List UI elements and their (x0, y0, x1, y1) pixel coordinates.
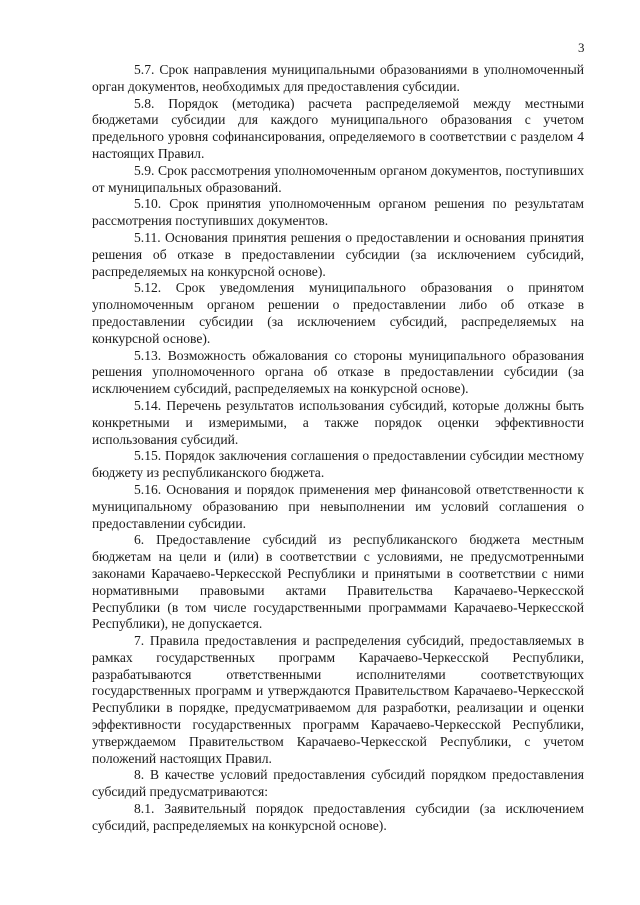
paragraph-7: 7. Правила предоставления и распределения субсидий, предоставляемых в рамках государственных программ Карачаево-Черкесской Республики, разрабатываются ответственными исполнителями соответствующих государственных программ и утверждаются Правительством Карачаево-Черкесской Республики в порядке, предусматриваемом для разработки, реализации и оценки эффективности государственных программ Карачаево-Черкесской Республики, утверждаемом Правительством Карачаево-Черкесской Республики, с учетом положений настоящих Правил. (92, 633, 584, 766)
paragraph-5-9: 5.9. Срок рассмотрения уполномоченным органом документов, поступивших от муниципальных образований. (92, 162, 584, 195)
paragraph-5-11: 5.11. Основания принятия решения о предоставлении и основания принятия решения об отказе в предоставлении субсидии (за исключением субсидий, распределяемых на конкурсной основе). (92, 229, 584, 279)
paragraph-5-7: 5.7. Срок направления муниципальными образованиями в уполномоченный орган документов, необходимых для предоставления субсидии. (92, 62, 584, 94)
paragraph-5-16: 5.16. Основания и порядок применения мер финансовой ответственности к муниципальному образованию при невыполнении им условий соглашения о предоставлении субсидии. (92, 481, 584, 531)
paragraph-5-10: 5.10. Срок принятия уполномоченным органом решения по результатам рассмотрения поступивших документов. (92, 196, 584, 229)
document-body (92, 62, 584, 835)
paragraph-6: 6. Предоставление субсидий из республиканского бюджета местным бюджетам на цели и (или) в соответствии с условиями, не предусмотренными законами Карачаево-Черкесской Республики и принятыми в соответствии с ними нормативными правовыми актами Правительства Карачаево-Черкесской Республики (в том числе государственными программами Карачаево-Черкесской Республики), не допускается. (92, 532, 584, 632)
paragraph-5-15: 5.15. Порядок заключения соглашения о предоставлении субсидии местному бюджету из республиканского бюджета. (92, 448, 584, 481)
paragraph-5-14: 5.14. Перечень результатов использования субсидий, которые должны быть конкретными и измеримыми, а также порядок оценки эффективности использования субсидий. (92, 397, 584, 447)
paragraph-8: 8. В качестве условий предоставления субсидий порядком предоставления субсидий предусматриваются: (92, 767, 584, 800)
paragraph-5-8: 5.8. Порядок (методика) расчета распределяемой между местными бюджетами субсидии для каждого муниципального образования с учетом предельного уровня софинансирования, определяемого в соответствии с разделом 4 настоящих Правил. (92, 95, 584, 161)
paragraph-8-1: 8.1. Заявительный порядок предоставления субсидии (за исключением субсидий, распределяемых на конкурсной основе). (92, 801, 584, 833)
page-number: 3 (578, 40, 585, 55)
paragraph-5-12: 5.12. Срок уведомления муниципального образования о принятом уполномоченным органом решении о предоставлении либо об отказе в предоставлении субсидии (за исключением субсидий, распределяемых на конкурсной основе). (92, 280, 584, 346)
paragraph-5-13: 5.13. Возможность обжалования со стороны муниципального образования решения уполномоченного органа об отказе в предоставлении субсидии (за исключением субсидий, распределяемых на конкурсной основе). (92, 347, 584, 397)
